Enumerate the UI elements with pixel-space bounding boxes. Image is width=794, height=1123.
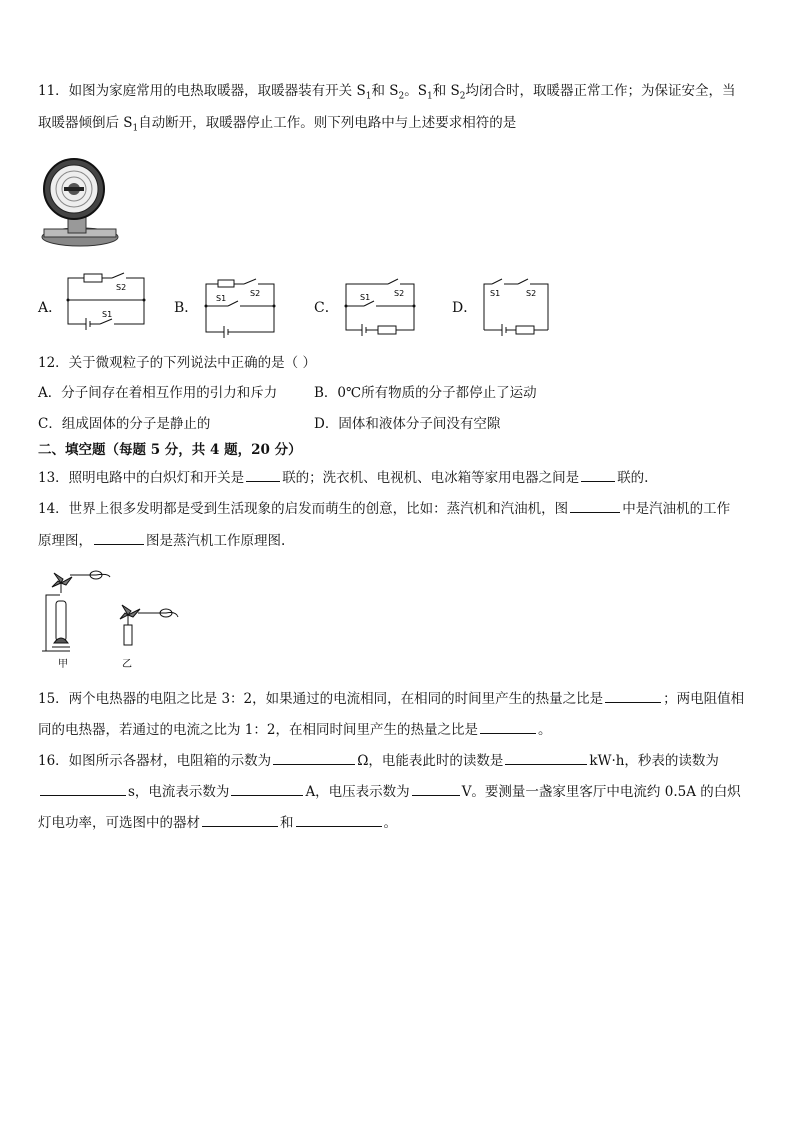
s1-label: S1 [360, 293, 371, 302]
s2-label: S2 [394, 289, 405, 298]
q12-stem: 12．关于微观粒子的下列说法中正确的是（ ） [38, 355, 316, 371]
s1-label: S1 [216, 294, 227, 303]
q14-line1: 14．世界上很多发明都是受到生活现象的启发而萌生的创意，比如：蒸汽机和汽油机，图 中是汽油机的工作 [38, 498, 730, 518]
answer-blank[interactable] [231, 781, 303, 796]
circuit-a-diagram [62, 270, 152, 332]
q11-option-d[interactable]: D． [452, 300, 478, 316]
figure-yi-label: 乙 [122, 659, 132, 670]
s1-label: S1 [102, 310, 113, 319]
q16-line3: 灯电功率，可选图中的器材 和 。 [38, 812, 397, 832]
s2-label: S2 [116, 283, 127, 292]
q15-line2: 同的电热器，若通过的电流之比为 1：2，在相同时间里产生的热量之比是 。 [38, 719, 551, 739]
circuit-d-diagram [478, 276, 558, 338]
q11-line2: 取暖器倾倒后 $S_1$自动断开，取暖器停止工作。则下列电路中与上述要求相符的是 [38, 115, 517, 134]
answer-blank[interactable] [246, 467, 280, 482]
answer-blank[interactable] [296, 812, 382, 827]
q16-line2: s，电流表示数为 A，电压表示数为 V。要测量一盏家里客厅中电流约 0.5A 的白炽 [38, 781, 741, 801]
answer-blank[interactable] [273, 750, 355, 765]
answer-blank[interactable] [94, 530, 144, 545]
circuit-c-diagram [340, 276, 420, 338]
q12-option-c[interactable]: C．组成固体的分子是静止的 [38, 416, 211, 432]
q11-option-c[interactable]: C． [314, 300, 339, 316]
q12-option-a[interactable]: A．分子间存在着相互作用的引力和斥力 [38, 385, 278, 401]
section-heading: 二、填空题（每题 5 分，共 4 题，20 分） [38, 442, 302, 458]
s2-label: S2 [250, 289, 261, 298]
q15-line1: 15．两个电热器的电阻之比是 3：2，如果通过的电流相同，在相同的时间里产生的热量之比是 ；两电阻值相 [38, 688, 744, 708]
q11-line1: 11．如图为家庭常用的电热取暖器，取暖器装有开关 $S_1$和 $S_2$。$S_1$和 $S_2$均闭合时，取暖器正常工作；为保证安全，当 [38, 83, 736, 102]
q11-option-a[interactable]: A． [38, 300, 63, 316]
q16-line1: 16．如图所示各器材，电阻箱的示数为 Ω，电能表此时的读数是 kW·h，秒表的读数为 [38, 750, 719, 770]
answer-blank[interactable] [570, 498, 620, 513]
heater-image [38, 155, 126, 250]
answer-blank[interactable] [202, 812, 278, 827]
q11-option-b[interactable]: B． [174, 300, 199, 316]
s2-label: S2 [526, 289, 537, 298]
q14-figure [36, 563, 186, 673]
q12-option-d[interactable]: D．固体和液体分子间没有空隙 [314, 416, 501, 432]
answer-blank[interactable] [581, 467, 615, 482]
q12-option-b[interactable]: B．0℃所有物质的分子都停止了运动 [314, 385, 537, 401]
answer-blank[interactable] [40, 781, 126, 796]
answer-blank[interactable] [480, 719, 536, 734]
q13-line: 13．照明电路中的白炽灯和开关是 联的；洗衣机、电视机、电冰箱等家用电器之间是 联的. [38, 467, 648, 487]
s1-label: S1 [490, 289, 501, 298]
figure-jia-label: 甲 [58, 659, 68, 670]
q14-line2: 原理图， 图是蒸汽机工作原理图. [38, 530, 285, 550]
answer-blank[interactable] [412, 781, 460, 796]
circuit-b-diagram [200, 276, 280, 338]
answer-blank[interactable] [605, 688, 661, 703]
answer-blank[interactable] [505, 750, 587, 765]
